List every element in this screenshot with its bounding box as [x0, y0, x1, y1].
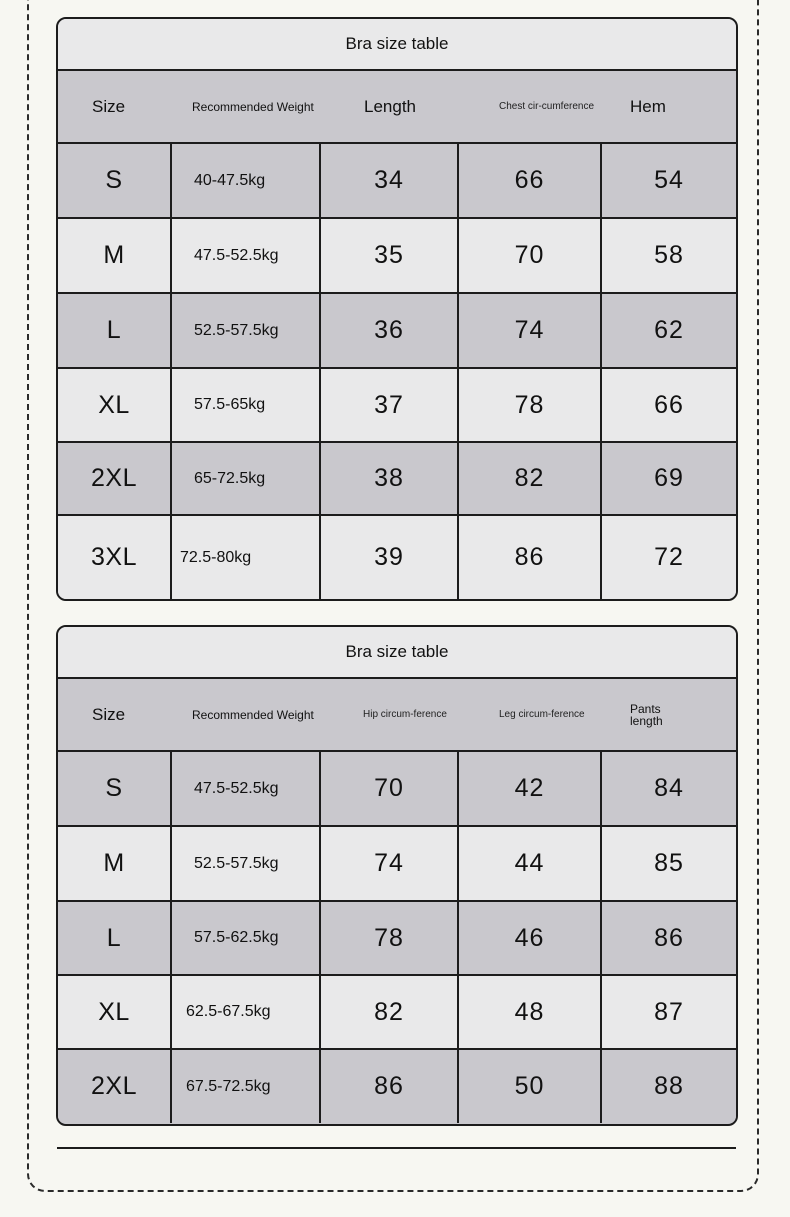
length-cell: 36 — [321, 294, 459, 367]
table-row — [58, 827, 736, 902]
weight-cell: 57.5-65kg — [172, 369, 321, 441]
length-cell: 37 — [321, 369, 459, 441]
chest-cell: 74 — [459, 294, 602, 367]
header-size: Size — [92, 704, 126, 724]
hem-cell: 72 — [654, 543, 684, 571]
header-length: Length — [364, 96, 416, 116]
table-row — [58, 1050, 736, 1123]
chest-cell: 66 — [459, 144, 602, 217]
weight-cell: 47.5-52.5kg — [172, 219, 321, 292]
divider — [57, 1147, 736, 1149]
size-table-1 — [56, 17, 738, 601]
size-cell: M — [58, 827, 172, 900]
size-cell: 3XL — [58, 516, 172, 599]
header-weight: Recommended Weight — [192, 707, 314, 722]
weight-cell: 57.5-62.5kg — [172, 902, 321, 974]
chest-cell: 82 — [459, 443, 602, 514]
weight-cell: 62.5-67.5kg — [172, 976, 321, 1048]
table-row — [58, 752, 736, 827]
length-cell: 35 — [321, 219, 459, 292]
weight-cell: 72.5-80kg — [172, 516, 321, 599]
size-cell: L — [58, 902, 172, 974]
header-leg: Leg circum-ference — [499, 709, 585, 720]
pants-length-cell: 86 — [654, 923, 684, 952]
length-cell: 38 — [321, 443, 459, 514]
weight-cell: 65-72.5kg — [172, 443, 321, 514]
weight-cell: 40-47.5kg — [172, 144, 321, 217]
size-cell: XL — [58, 369, 172, 441]
table-row — [58, 144, 736, 219]
size-cell: S — [58, 752, 172, 825]
pants-length-cell: 88 — [654, 1072, 684, 1100]
table-row — [58, 443, 736, 516]
hip-cell: 82 — [321, 976, 459, 1048]
header-row — [58, 71, 736, 144]
table-row — [58, 294, 736, 369]
size-cell: S — [58, 144, 172, 217]
chest-cell: 86 — [459, 516, 602, 599]
size-cell: M — [58, 219, 172, 292]
weight-cell: 47.5-52.5kg — [172, 752, 321, 825]
hem-cell: 66 — [654, 390, 684, 419]
size-table-2 — [56, 625, 738, 1126]
header-hem: Hem — [630, 96, 666, 116]
size-cell: 2XL — [58, 443, 172, 514]
pants-length-cell: 85 — [654, 849, 684, 877]
table-row — [58, 369, 736, 443]
hip-cell: 74 — [321, 827, 459, 900]
hem-cell: 58 — [654, 241, 684, 269]
hip-cell: 78 — [321, 902, 459, 974]
header-row — [58, 679, 736, 752]
header-pants-length: Pants length — [630, 701, 663, 728]
leg-cell: 48 — [459, 976, 602, 1048]
hem-cell: 69 — [654, 464, 684, 492]
size-cell: 2XL — [58, 1050, 172, 1123]
header-size: Size — [92, 96, 126, 116]
pants-length-cell: 84 — [654, 774, 684, 802]
chest-cell: 78 — [459, 369, 602, 441]
leg-cell: 46 — [459, 902, 602, 974]
length-cell: 39 — [321, 516, 459, 599]
leg-cell: 44 — [459, 827, 602, 900]
table-row — [58, 219, 736, 294]
pants-length-cell: 87 — [654, 997, 684, 1026]
leg-cell: 50 — [459, 1050, 602, 1123]
header-chest: Chest cir-cumference — [499, 101, 595, 112]
hip-cell: 86 — [321, 1050, 459, 1123]
chest-cell: 70 — [459, 219, 602, 292]
size-cell: L — [58, 294, 172, 367]
table-row — [58, 516, 736, 599]
header-weight: Recommended Weight — [192, 99, 314, 114]
length-cell: 34 — [321, 144, 459, 217]
table-title: Bra size table — [58, 627, 736, 679]
table-row — [58, 976, 736, 1050]
size-cell: XL — [58, 976, 172, 1048]
weight-cell: 67.5-72.5kg — [172, 1050, 321, 1123]
hem-cell: 54 — [654, 166, 684, 194]
table-row — [58, 902, 736, 976]
weight-cell: 52.5-57.5kg — [172, 827, 321, 900]
table-title: Bra size table — [58, 19, 736, 71]
header-hip: Hip circum-ference — [363, 709, 447, 720]
hem-cell: 62 — [654, 316, 684, 344]
leg-cell: 42 — [459, 752, 602, 825]
hip-cell: 70 — [321, 752, 459, 825]
weight-cell: 52.5-57.5kg — [172, 294, 321, 367]
